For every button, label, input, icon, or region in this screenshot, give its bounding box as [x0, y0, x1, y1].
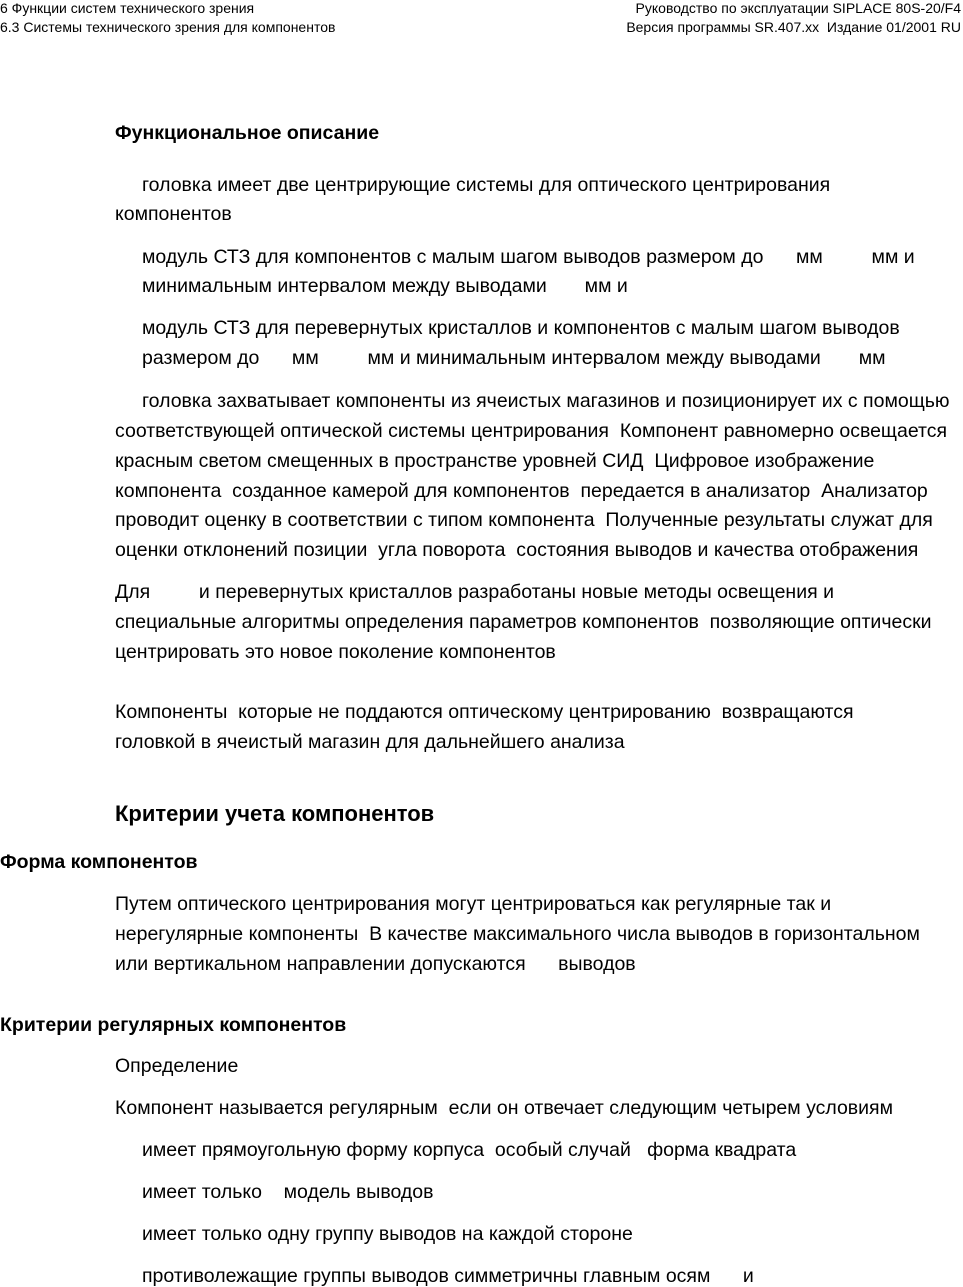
list-item: имеет прямоугольную форму корпуса особый случай форма квадрата	[142, 1139, 797, 1161]
header-section: 6.3 Системы технического зрения для компонентов	[0, 19, 336, 35]
paragraph-line: центрировать это новое поколение компонентов	[115, 641, 556, 663]
paragraph-line: Компонент называется регулярным если он отвечает следующим четырем условиям	[115, 1097, 894, 1119]
list-item: модуль СТЗ для компонентов с малым шагом выводов размером до мм мм и	[142, 246, 915, 268]
paragraph-line: компонента созданное камерой для компонентов передается в анализатор Анализатор	[115, 480, 928, 502]
paragraph-line: Путем оптического центрирования могут центрироваться как регулярные так и	[115, 893, 832, 915]
section-title: Функциональное описание	[115, 122, 380, 144]
paragraph-line: Для и перевернутых кристаллов разработаны новые методы освещения и	[115, 581, 834, 603]
list-item: минимальным интервалом между выводами мм и	[142, 275, 628, 297]
paragraph-line: специальные алгоритмы определения параметров компонентов позволяющие оптически	[115, 611, 932, 633]
paragraph-line: нерегулярные компоненты В качестве максимального числа выводов в горизонтальном	[115, 923, 920, 945]
paragraph-line: соответствующей оптической системы центрирования Компонент равномерно освещается	[115, 420, 948, 442]
header-version: Версия программы SR.407.xx Издание 01/2001 RU	[626, 19, 961, 35]
paragraph-line: оценки отклонений позиции угла поворота состояния выводов и качества отображения	[115, 539, 919, 561]
paragraph-line: проводит оценку в соответствии с типом компонента Полученные результаты служат для	[115, 509, 933, 531]
section-title: Критерии учета компонентов	[115, 801, 435, 826]
header-manual: Руководство по эксплуатации SIPLACE 80S-20/F4	[635, 0, 961, 16]
subsection-title: Форма компонентов	[0, 851, 198, 873]
header-chapter: 6 Функции систем технического зрения	[0, 0, 255, 16]
paragraph-line: головка захватывает компоненты из ячеистых магазинов и позиционирует их с помощью	[142, 390, 950, 412]
list-item: размером до мм мм и минимальным интервалом между выводами мм	[142, 347, 886, 369]
paragraph-line: красным светом смещенных в пространстве уровней СИД Цифровое изображение	[115, 450, 875, 472]
paragraph-line: головкой в ячеистый магазин для дальнейшего анализа	[115, 731, 625, 753]
paragraph-line: компонентов	[115, 203, 232, 225]
list-item: модуль СТЗ для перевернутых кристаллов и компонентов с малым шагом выводов	[142, 317, 900, 339]
list-item: имеет только модель выводов	[142, 1181, 434, 1203]
paragraph-line: Компоненты которые не поддаются оптическому центрированию возвращаются	[115, 701, 854, 723]
paragraph-line: или вертикальном направлении допускаются выводов	[115, 953, 636, 975]
subsection-title: Критерии регулярных компонентов	[0, 1014, 347, 1036]
list-item: имеет только одну группу выводов на каждой стороне	[142, 1223, 633, 1245]
paragraph-line: головка имеет две центрирующие системы для оптического центрирования	[142, 174, 831, 196]
paragraph-line: Определение	[115, 1055, 239, 1077]
list-item: противолежащие группы выводов симметричны главным осям и	[142, 1265, 754, 1287]
